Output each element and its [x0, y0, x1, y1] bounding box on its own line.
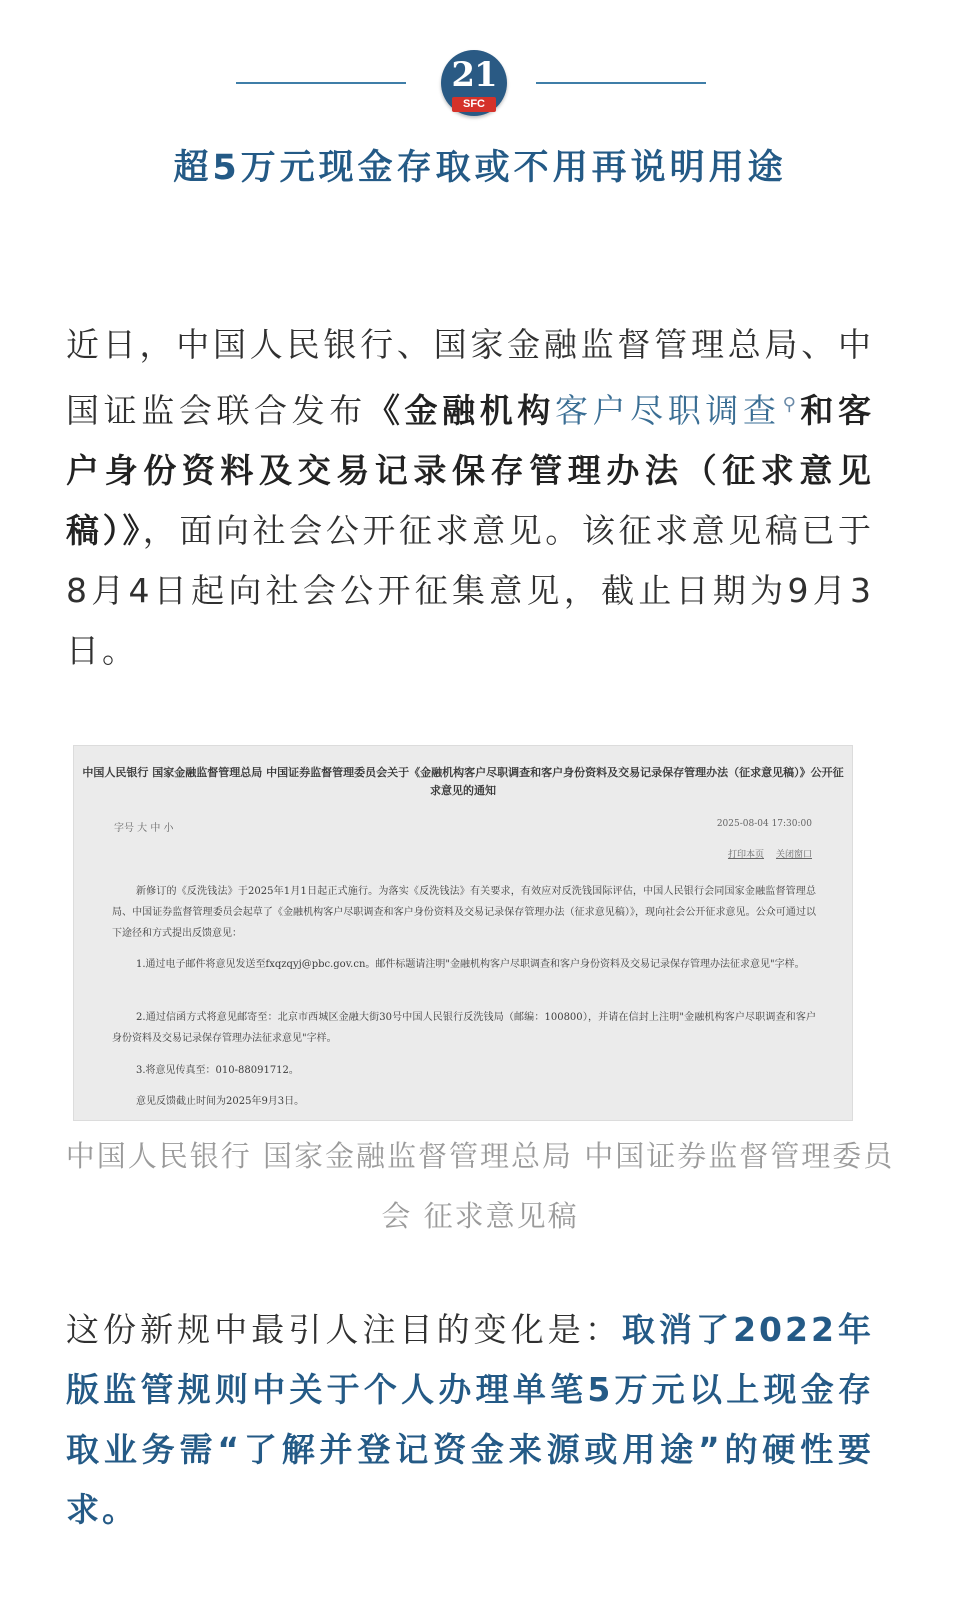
doc-paragraph-3: 2.通过信函方式将意见邮寄至：北京市西城区金融大街30号中国人民银行反洗钱局（邮编：100800），并请在信封上注明"金融机构客户尽职调查和客户身份资料及交易记录保存管理办法征求意见"字样。: [112, 1012, 816, 1044]
logo-badge: [441, 50, 507, 116]
image-caption: 中国人民银行 国家金融监督管理总局 中国证券监督管理委员会 征求意见稿: [65, 1139, 895, 1233]
doc-datetime: 2025-08-04 17:30:00: [716, 819, 812, 829]
doc-paragraph-2: 1.通过电子邮件将意见发送至fxqzqyj@pbc.gov.cn。邮件标题请注明"金融机构客户尽职调查和客户身份资料及交易记录保存管理办法征求意见"字样。: [136, 959, 805, 970]
doc-print-link: 打印本页: [727, 850, 764, 860]
intro-lead: 近日，中国人民银行、国家金融监督管理总局、中国证监会联合发布: [66, 325, 874, 430]
divider-right: [536, 82, 706, 84]
intro-bold-b: 和客户身份资料及交易记录保存管理办法（征求意见稿）》: [66, 391, 875, 550]
doc-close-link: 关闭窗口: [775, 850, 812, 860]
key-change-lead: 这份新规中最引人注目的变化是：: [66, 1310, 622, 1349]
doc-font-size: 字号 大 中 小: [114, 823, 174, 834]
doc-paragraph-1: 新修订的《反洗钱法》于2025年1月1日起正式施行。为落实《反洗钱法》有关要求，有效应对反洗钱国际评估，中国人民银行会同国家金融监督管理总局、中国证券监督管理委员会起草了《金融机构客户尽职调查和客户身份资料及交易记录保存管理办法（征求意见稿）》，现向社会公开征求意见。公众可通过以下途径和方式提出反馈意见：: [112, 886, 816, 939]
intro-tail: ，面向社会公开征求意见。该征求意见稿已于8月4日起向社会公开征集意见，截止日期为9月3日。: [66, 511, 875, 670]
document-screenshot: [73, 745, 853, 1121]
intro-bold-a: 《金融机构: [366, 391, 555, 430]
logo-number: 21: [451, 55, 497, 95]
key-change-highlight: 取消了2022年版监管规则中关于个人办理单笔5万元以上现金存取业务需“了解并登记资金来源或用途”的硬性要求。: [66, 1310, 874, 1529]
search-icon[interactable]: ⚲: [782, 394, 799, 415]
doc-paragraph-5: 意见反馈截止时间为2025年9月3日。: [136, 1096, 305, 1107]
doc-title: 中国人民银行 国家金融监督管理总局 中国证券监督管理委员会关于《金融机构客户尽职调查和客户身份资料及交易记录保存管理办法（征求意见稿）》公开征求意见的通知: [82, 766, 844, 797]
doc-paragraph-4: 3.将意见传真至：010-88091712。: [136, 1065, 299, 1076]
keyword-search-link[interactable]: 客户尽职调查: [554, 391, 781, 430]
doc-actions: [716, 847, 812, 860]
masthead-logo: [0, 50, 960, 130]
paragraph-key-change: [66, 1300, 874, 1540]
article-headline: 超5万元现金存取或不用再说明用途: [173, 148, 787, 188]
paragraph-intro: [66, 315, 874, 681]
logo-tag: SFC: [452, 97, 496, 112]
divider-left: [236, 82, 406, 84]
